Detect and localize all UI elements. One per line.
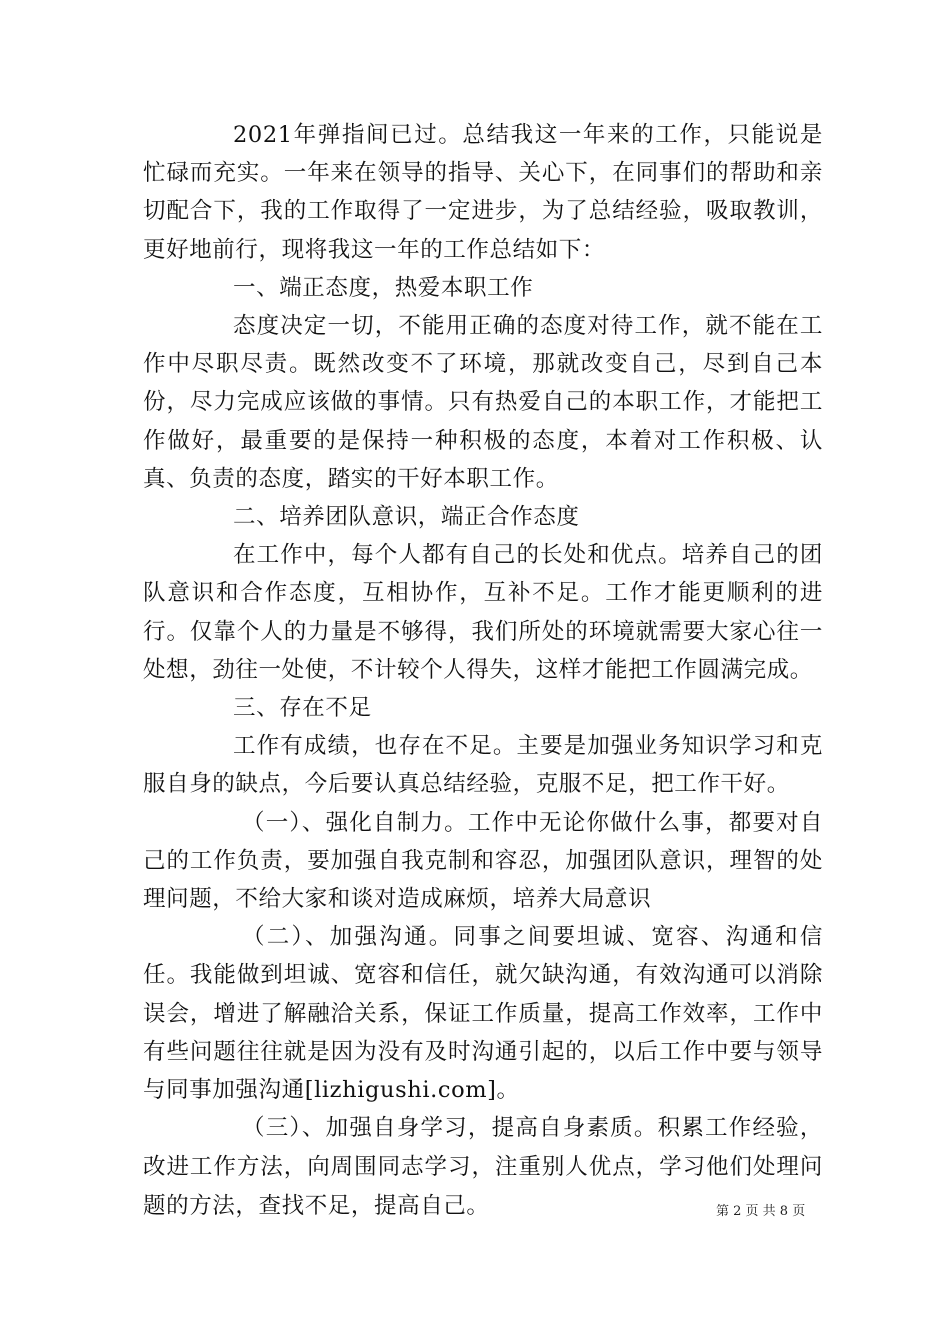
section-heading-3: 三、存在不足 — [233, 695, 372, 722]
section-2-paragraph: 在工作中，每个人都有自己的长处和优点。培养自己的团队意识和合作态度，互相协作，互补不足。工作才能更顺利的进行。仅靠个人的力量是不够得，我们所处的环境就需要大家心往一处想，劲往一处使，不计较个人得失，这样才能把工作圆满完成。 — [143, 542, 823, 683]
page-number-footer: 第 2 页 共 8 页 — [716, 1204, 806, 1219]
document-body — [143, 116, 823, 1226]
subsection-3-paragraph: （三）、加强自身学习，提高自身素质。积累工作经验，改进工作方法，向周围同志学习，注重别人优点，学习他们处理问题的方法，查找不足，提高自己。 — [143, 1115, 823, 1220]
section-heading-1: 一、端正态度，热爱本职工作 — [233, 274, 534, 301]
subsection-2-paragraph: （二）、加强沟通。同事之间要坦诚、宽容、沟通和信任。我能做到坦诚、宽容和信任，就欠缺沟通，有效沟通可以消除误会，增进了解融洽关系，保证工作质量，提高工作效率，工作中有些问题往往就是因为没有及时沟通引起的，以后工作中要与领导与同事加强沟通[lizhigushi.com]。 — [143, 924, 823, 1104]
intro-paragraph: 2021年弹指间已过。总结我这一年来的工作，只能说是忙碌而充实。一年来在领导的指导、关心下，在同事们的帮助和亲切配合下，我的工作取得了一定进步，为了总结经验，吸取教训，更好地前行，现将我这一年的工作总结如下： — [143, 122, 823, 263]
subsection-1-paragraph: （一）、强化自制力。工作中无论你做什么事，都要对自己的工作负责，要加强自我克制和容忍，加强团队意识，理智的处理问题，不给大家和谈对造成麻烦，培养大局意识 — [143, 809, 823, 913]
section-3-paragraph: 工作有成绩，也存在不足。主要是加强业务知识学习和克服自身的缺点，今后要认真总结经验，克服不足，把工作干好。 — [143, 733, 823, 798]
section-heading-2: 二、培养团队意识，端正合作态度 — [233, 504, 580, 531]
section-1-paragraph: 态度决定一切，不能用正确的态度对待工作，就不能在工作中尽职尽责。既然改变不了环境，那就改变自己，尽到自己本份，尽力完成应该做的事情。只有热爱自己的本职工作，才能把工作做好，最重要的是保持一种积极的态度，本着对工作积极、认真、负责的态度，踏实的干好本职工作。 — [143, 313, 823, 492]
